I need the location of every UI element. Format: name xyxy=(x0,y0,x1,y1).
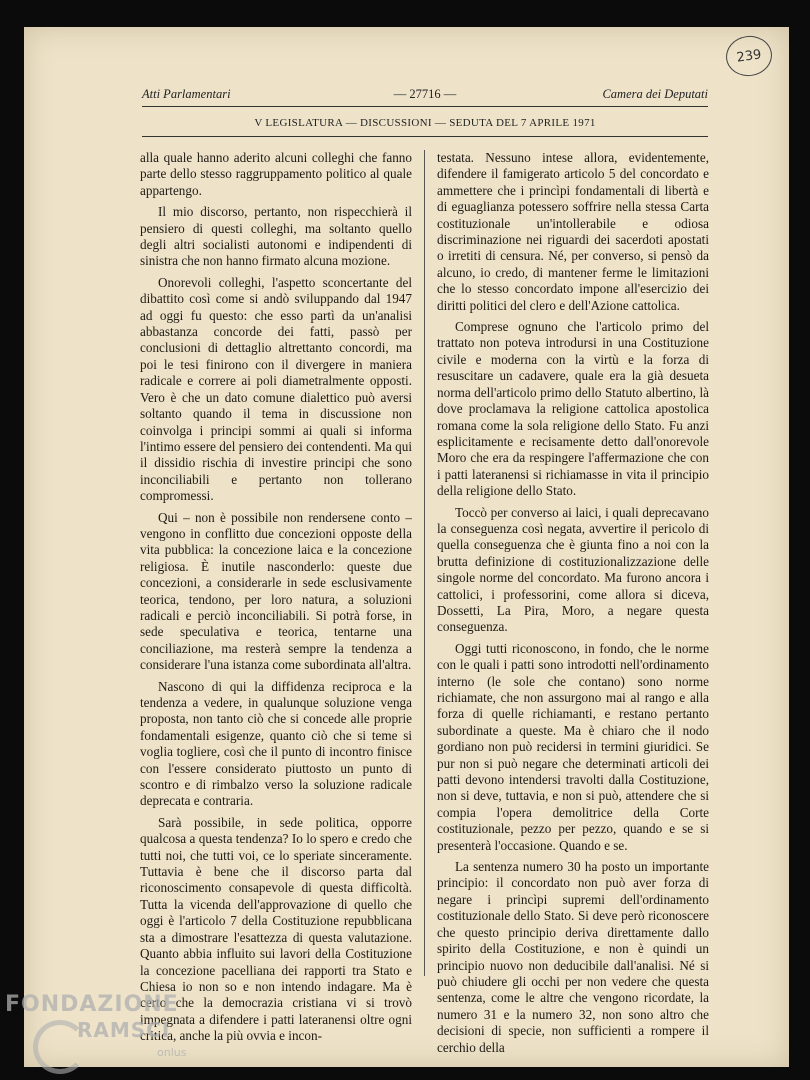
left-column xyxy=(140,150,412,1044)
page-number: — 27716 — xyxy=(393,87,457,101)
header-right: Camera dei Deputati xyxy=(602,87,708,101)
paragraph: Oggi tutti riconoscono, in fondo, che le norme con le quali i patti sono introdotti nell'ordinamento interno (le sole che contano) sono norme richiamate, che non assurgono mai al rango e alla forza di quelle richiamanti, e restano pertanto subordinate a queste. Ma è chiaro che il nodo gordiano non può recidersi in termini giuridici. Se pur non si può negare che determinati articoli dei patti devono intendersi travolti dalla Costituzione, non si deve, tuttavia, e non si può, attendere che si compia l'opera demolitrice della Corte costituzionale, pezzo per pezzo, quando e se si presenterà l'occasione. Quando e se. xyxy=(437,640,709,853)
right-column xyxy=(437,150,709,1055)
paragraph: alla quale hanno aderito alcuni colleghi che fanno parte dello stesso raggruppamento politico al quale appartengo. xyxy=(140,150,412,198)
fondazione-gramsci-watermark xyxy=(5,992,205,1072)
page-stamp: 239 xyxy=(723,33,774,79)
paragraph: testata. Nessuno intese allora, evidentemente, difendere il famigerato articolo 5 del concordato e ammettere che i princìpi fondamentali di libertà e di eguaglianza potessero soffrire nella stessa Carta costituzionale un'intollerabile e odiosa discriminazione nei riguardi dei sacerdoti apostati o irretiti di censura. Né, per converso, si pensò da alcuno, io credo, di mantener ferme le limitazioni che lo stesso concordato impone all'esercizio dei diritti politici del clero e dell'Azione cattolica. xyxy=(437,150,709,313)
paragraph: La sentenza numero 30 ha posto un importante principio: il concordato non può aver forza di negare i princìpi supremi dell'ordinamento costituzionale dello Stato. Si deve però riconoscere che questo principio deriva direttamente dallo spirito della Costituzione, e non è quindi un principio nuovo non deducibile dall'analisi. Né si può chiudere gli occhi per non vedere che questa sentenza, come le altre che vengono ricordate, la numero 31 e la numero 32, non sono altro che decisioni di specie, non sufficienti a rompere il cerchio della xyxy=(437,859,709,1055)
header-rule xyxy=(142,106,708,107)
watermark-line2: RAMSCI xyxy=(77,1018,171,1042)
session-subheader: V LEGISLATURA — DISCUSSIONI — SEDUTA DEL 7 APRILE 1971 xyxy=(254,117,596,129)
column-divider xyxy=(424,150,425,976)
paragraph: Il mio discorso, pertanto, non rispecchierà il pensiero di questi colleghi, ma soltanto quello degli altri socialisti autonomi e indipendenti di sinistra che non hanno firmato alcuna mozione. xyxy=(140,204,412,269)
paragraph: Nascono di qui la diffidenza reciproca e la tendenza a vedere, in qualunque soluzione venga proposta, non tanto ciò che si concede alle proprie fondamentali esigenze, quanto ciò che si teme si voglia togliere, così che il punto di incontro finisce con l'essere considerato piuttosto un punto di scontro e di rimbalzo verso la soluzione radicale deprecata e contraria. xyxy=(140,678,412,809)
paragraph: Toccò per converso ai laici, i quali deprecavano la conseguenza così negata, avvertire il pericolo di quella conseguenza che è giunta fino a noi con la brutta definizione di costituzionalizzazione delle singole norme del concordato. Ma furono ancora i cattolici, i professorini, come allora si diceva, Dossetti, La Pira, Moro, a negare questa conseguenza. xyxy=(437,504,709,635)
header-left: Atti Parlamentari xyxy=(142,87,231,101)
paragraph: Sarà possibile, in sede politica, opporre qualcosa a questa tendenza? Io lo spero e credo che tutti noi, che tutti voi, ce lo speriate sinceramente. Tuttavia è bene che il discorso parta dal riconoscimento consapevole di questa difficoltà. Tutta la vicenda dell'approvazione di quello che oggi è l'articolo 7 della Costituzione repubblicana sta a dimostrare l'esattezza di questa valutazione. Quanto abbia influito sui lavori della Costituzione la concezione pacelliana dei rapporti tra Stato e Chiesa io non so e non intendo indagare. Ma è certo che la democrazia cristiana vi si trovò impegnata a difendere i patti lateranensi oltre ogni critica, anche la più ovvia e incon- xyxy=(140,814,412,1044)
paragraph: Comprese ognuno che l'articolo primo del trattato non poteva introdursi in una Costituzione civile e moderna con la virtù e la forza di resuscitare un cadavere, quale era la già desueta norma dell'articolo primo dello Statuto albertino, là dove proclamava la religione cattolica apostolica romana come la sola religione dello Stato. Fu anzi esplicitamente e recisamente detto dall'onorevole Moro che era da respingere l'affermazione che con i patti lateranensi si richiamasse in vita il principio della religione dello Stato. xyxy=(437,319,709,499)
paragraph: Onorevoli colleghi, l'aspetto sconcertante del dibattito così come si andò sviluppando dal 1947 ad oggi fu questo: che esso partì da un'analisi abbastanza concorde dei fatti, passò per conclusioni di dettaglio altrettanto concordi, ma poi le tesi finirono con il divergere in maniera radicale e correre ai poli diametralmente opposti. Vero è che un dato comune dialettico può aversi soltanto quando il tema in discussione non coinvolga i principi sommi ai quali si informa l'intimo essere del pensiero dei contendenti. Ma qui il dissidio rischia di investire principi che sono inconciliabili e pertanto non tollerano compromessi. xyxy=(140,274,412,504)
watermark-onlus: onlus xyxy=(157,1046,187,1059)
subheader-rule xyxy=(142,136,708,137)
paragraph: Qui – non è possibile non rendersene conto – vengono in conflitto due concezioni opposte della vita pubblica: la concezione laica e la concezione religiosa. È inutile nasconderlo: queste due concezioni, a considerarle in sede esclusivamente teorica, tendono, per loro natura, a soluzioni radicali e perciò inconciliabili. Si potrà forse, in sede speculativa e teorica, tentarne una conciliazione, ma resterà sempre la tendenza a considerare l'una istanza come subordinata all'altra. xyxy=(140,509,412,673)
running-header xyxy=(142,87,708,107)
watermark-line1: FONDAZIONE xyxy=(5,992,179,1017)
